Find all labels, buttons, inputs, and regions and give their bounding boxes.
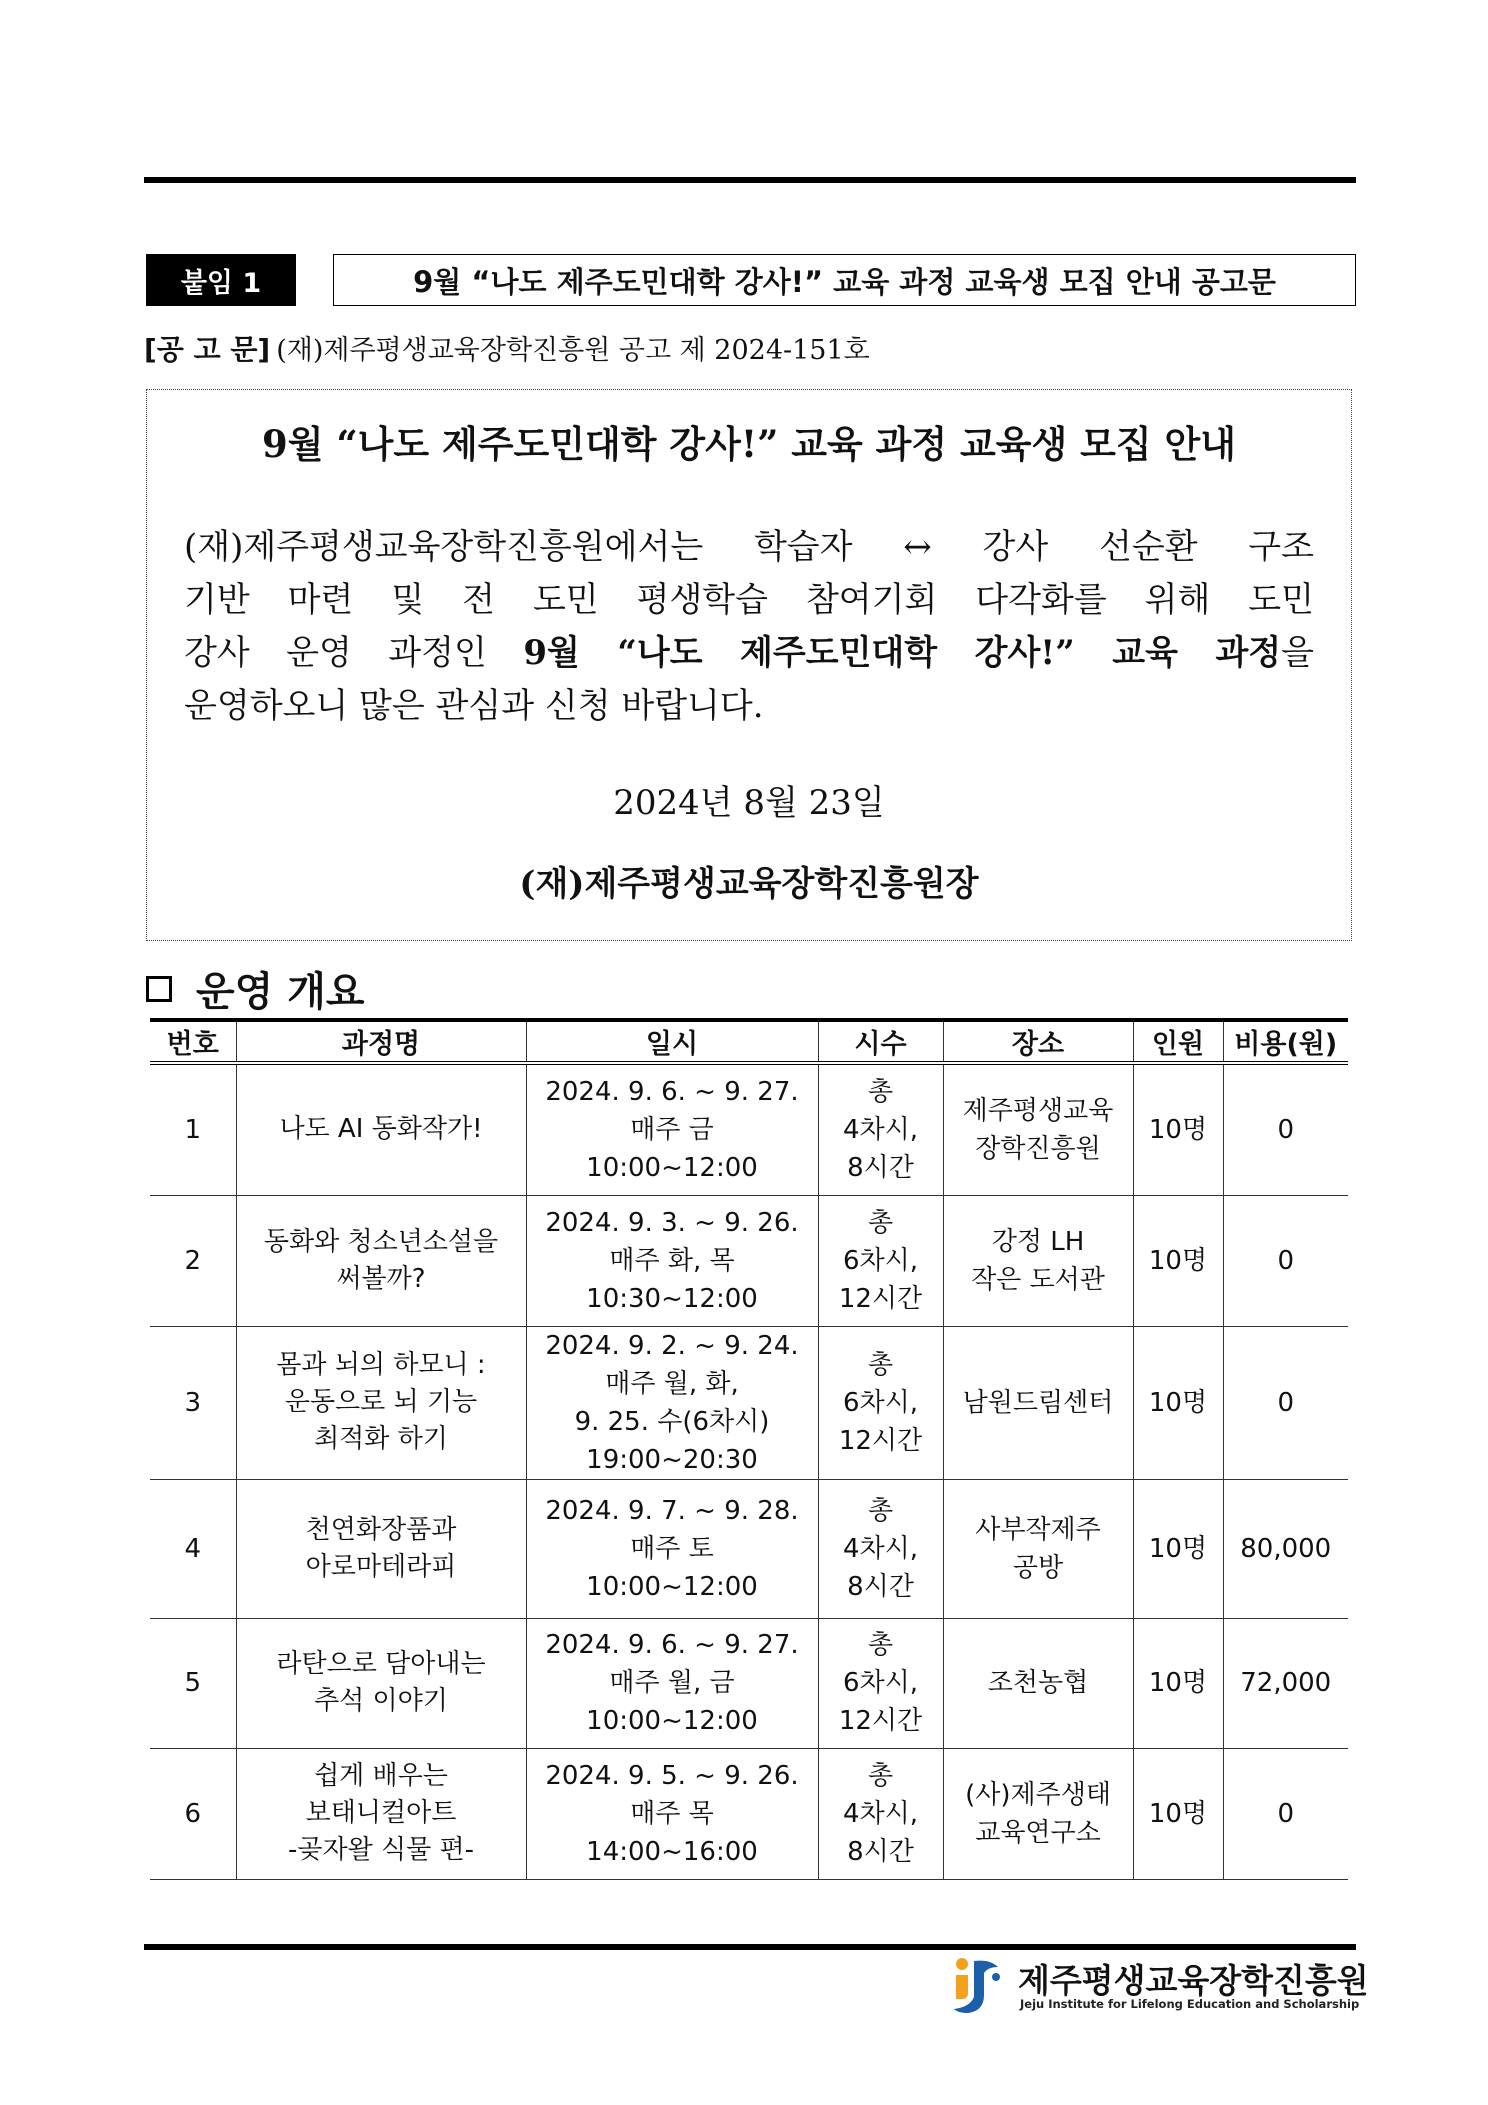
cell-line: 9. 25. 수(6차시) xyxy=(574,1406,770,1437)
table-row xyxy=(150,1063,1348,1195)
table-row xyxy=(150,1479,1348,1618)
top-rule xyxy=(144,177,1356,183)
table-row xyxy=(150,1748,1348,1879)
table-header-row xyxy=(150,1020,1348,1063)
cell-hours xyxy=(818,1326,943,1479)
cell-line: 조천농협 xyxy=(987,1668,1089,1698)
cell-course xyxy=(236,1618,526,1748)
table-row xyxy=(150,1326,1348,1479)
cell-line: 추석 이야기 xyxy=(314,1686,448,1716)
cell-line: 매주 월, 금 xyxy=(609,1668,735,1698)
cell-line: 제주평생교육 xyxy=(962,1095,1114,1126)
cell-line: 작은 도서관 xyxy=(971,1264,1105,1295)
cell-line: 4차시, xyxy=(842,1114,919,1145)
cell-line: 교육연구소 xyxy=(975,1817,1101,1848)
notice-paragraph-line xyxy=(184,627,1314,680)
header-course: 과정명 xyxy=(236,1020,526,1063)
cell-line: 12시간 xyxy=(838,1706,923,1736)
cell-line: 10:00~12:00 xyxy=(586,1571,758,1602)
cell-hours xyxy=(818,1479,943,1618)
cell-line: 써볼까? xyxy=(336,1263,426,1294)
attachment-badge: 붙임 1 xyxy=(146,254,296,306)
cell-schedule xyxy=(526,1618,818,1748)
notice-paragraph-line: 운영하오니 많은 관심과 신청 바랍니다. xyxy=(184,686,764,726)
cell-line: 아로마테라피 xyxy=(305,1551,457,1582)
cell-line: 2024. 9. 5. ~ 9. 26. xyxy=(545,1760,799,1791)
notice-paragraph-text: 강사 운영 과정인 xyxy=(184,633,524,673)
cell-line: 총 xyxy=(867,1076,894,1107)
cell-line: 8시간 xyxy=(847,1571,914,1602)
cell-line: 몸과 뇌의 하모니 : xyxy=(276,1350,486,1380)
cell-line: 최적화 하기 xyxy=(314,1424,448,1454)
cell-capacity: 10명 xyxy=(1133,1618,1223,1748)
cell-schedule xyxy=(526,1326,818,1479)
checkbox-icon xyxy=(146,976,172,1002)
cell-line: 8시간 xyxy=(847,1836,914,1867)
footer-org-name: 제주평생교육장학진흥원 xyxy=(1018,1961,1369,2000)
cell-line: 장학진흥원 xyxy=(975,1133,1101,1164)
notice-paragraph-text: 을 xyxy=(1281,633,1314,673)
cell-hours xyxy=(818,1748,943,1879)
section-heading xyxy=(146,960,365,1017)
cell-place xyxy=(943,1479,1133,1618)
table-row xyxy=(150,1195,1348,1326)
cell-line: 2024. 9. 3. ~ 9. 26. xyxy=(545,1207,799,1238)
cell-schedule xyxy=(526,1748,818,1879)
cell-course xyxy=(236,1479,526,1618)
cell-line: 총 xyxy=(867,1760,894,1791)
cell-line: 공방 xyxy=(1012,1552,1064,1583)
cell-line: 10:00~12:00 xyxy=(586,1152,758,1183)
cell-cost: 0 xyxy=(1223,1326,1348,1479)
notice-box xyxy=(146,389,1352,941)
cell-line: 2024. 9. 7. ~ 9. 28. xyxy=(545,1495,799,1526)
cell-line: 매주 금 xyxy=(630,1114,714,1145)
cell-line: 운동으로 뇌 기능 xyxy=(284,1387,478,1417)
cell-line: 쉽게 배우는 xyxy=(314,1761,448,1791)
cell-place xyxy=(943,1326,1133,1479)
cell-no: 2 xyxy=(150,1195,236,1326)
cell-line: 나도 AI 동화작가! xyxy=(279,1114,483,1145)
table-row xyxy=(150,1618,1348,1748)
cell-hours xyxy=(818,1195,943,1326)
cell-line: 10:30~12:00 xyxy=(586,1283,758,1314)
cell-no: 5 xyxy=(150,1618,236,1748)
notice-date: 2024년 8월 23일 xyxy=(613,783,885,823)
cell-cost: 0 xyxy=(1223,1063,1348,1195)
cell-capacity: 10명 xyxy=(1133,1748,1223,1879)
cell-cost: 0 xyxy=(1223,1195,1348,1326)
cell-course xyxy=(236,1326,526,1479)
notice-organization: (재)제주평생교육장학진흥원장 xyxy=(519,864,979,904)
cell-hours xyxy=(818,1063,943,1195)
cell-schedule xyxy=(526,1195,818,1326)
notice-paragraph xyxy=(184,521,1314,733)
cell-line: 남원드림센터 xyxy=(962,1387,1114,1418)
cell-line: 매주 월, 화, xyxy=(605,1368,739,1399)
header-place: 장소 xyxy=(943,1020,1133,1063)
cell-place xyxy=(943,1748,1133,1879)
cell-place xyxy=(943,1195,1133,1326)
cell-line: 사부작제주 xyxy=(975,1514,1101,1545)
cell-place xyxy=(943,1063,1133,1195)
cell-line: 매주 화, 목 xyxy=(609,1245,735,1276)
cell-line: 매주 토 xyxy=(630,1533,714,1564)
cell-place xyxy=(943,1618,1133,1748)
attachment-title: 9월 “나도 제주도민대학 강사!” 교육 과정 교육생 모집 안내 공고문 xyxy=(333,254,1356,306)
cell-line: (사)제주생태 xyxy=(965,1779,1111,1810)
cell-no: 6 xyxy=(150,1748,236,1879)
cell-line: 6차시, xyxy=(842,1245,919,1276)
cell-course xyxy=(236,1748,526,1879)
notice-title: 9월 “나도 제주도민대학 강사!” 교육 과정 교육생 모집 안내 xyxy=(262,422,1236,466)
cell-line: -곶자왈 식물 편- xyxy=(288,1835,474,1865)
bottom-rule xyxy=(144,1944,1356,1950)
cell-line: 12시간 xyxy=(838,1425,923,1456)
notice-paragraph-line: (재)제주평생교육장학진흥원에서는 학습자 ↔ 강사 선순환 구조 xyxy=(184,527,1314,567)
cell-no: 4 xyxy=(150,1479,236,1618)
cell-line: 총 xyxy=(867,1630,894,1660)
cell-capacity: 10명 xyxy=(1133,1326,1223,1479)
notice-label: [공 고 문] xyxy=(144,333,271,366)
cell-line: 총 xyxy=(867,1207,894,1238)
cell-capacity: 10명 xyxy=(1133,1479,1223,1618)
section-title: 운영 개요 xyxy=(196,969,365,1015)
header-capacity: 인원 xyxy=(1133,1020,1223,1063)
cell-line: 6차시, xyxy=(842,1668,919,1698)
cell-line: 총 xyxy=(867,1349,894,1380)
cell-no: 3 xyxy=(150,1326,236,1479)
header-no: 번호 xyxy=(150,1020,236,1063)
cell-cost: 72,000 xyxy=(1223,1618,1348,1748)
jeju-institute-logo-icon xyxy=(948,1955,1008,2015)
cell-line: 2024. 9. 6. ~ 9. 27. xyxy=(545,1630,799,1660)
cell-line: 매주 목 xyxy=(630,1798,714,1829)
cell-line: 총 xyxy=(867,1495,894,1526)
footer-org-name-en: Jeju Institute for Lifelong Education and Scholarship xyxy=(1020,1997,1360,2011)
cell-line: 8시간 xyxy=(847,1152,914,1183)
cell-capacity: 10명 xyxy=(1133,1195,1223,1326)
cell-line: 12시간 xyxy=(838,1283,923,1314)
cell-line: 보태니컬아트 xyxy=(305,1798,457,1828)
cell-schedule xyxy=(526,1479,818,1618)
cell-line: 4차시, xyxy=(842,1533,919,1564)
cell-course xyxy=(236,1063,526,1195)
cell-no: 1 xyxy=(150,1063,236,1195)
notice-reference: (재)제주평생교육장학진흥원 공고 제 2024-151호 xyxy=(276,335,870,366)
notice-course-name: 9월 “나도 제주도민대학 강사!” 교육 과정 xyxy=(523,633,1282,673)
header-schedule: 일시 xyxy=(526,1020,818,1063)
cell-line: 강정 LH xyxy=(991,1226,1085,1257)
cell-line: 2024. 9. 6. ~ 9. 27. xyxy=(545,1076,799,1107)
notice-reference-line xyxy=(144,328,870,368)
cell-line: 천연화장품과 xyxy=(305,1514,457,1545)
header-hours: 시수 xyxy=(818,1020,943,1063)
cell-line: 2024. 9. 2. ~ 9. 24. xyxy=(545,1330,799,1361)
notice-paragraph-line: 기반 마련 및 전 도민 평생학습 참여기회 다각화를 위해 도민 xyxy=(184,580,1314,620)
footer-logo xyxy=(948,1955,1368,2015)
cell-line: 6차시, xyxy=(842,1387,919,1418)
header-cost: 비용(원) xyxy=(1223,1020,1348,1063)
cell-line: 동화와 청소년소설을 xyxy=(263,1226,499,1257)
cell-line: 10:00~12:00 xyxy=(586,1706,758,1736)
cell-cost: 0 xyxy=(1223,1748,1348,1879)
cell-course xyxy=(236,1195,526,1326)
cell-line: 19:00~20:30 xyxy=(586,1444,758,1475)
cell-line: 라탄으로 담아내는 xyxy=(276,1649,486,1679)
cell-hours xyxy=(818,1618,943,1748)
cell-line: 14:00~16:00 xyxy=(586,1836,758,1867)
cell-cost: 80,000 xyxy=(1223,1479,1348,1618)
cell-line: 4차시, xyxy=(842,1798,919,1829)
attachment-header xyxy=(146,254,1356,306)
cell-schedule xyxy=(526,1063,818,1195)
schedule-table xyxy=(150,1018,1348,1880)
cell-capacity: 10명 xyxy=(1133,1063,1223,1195)
